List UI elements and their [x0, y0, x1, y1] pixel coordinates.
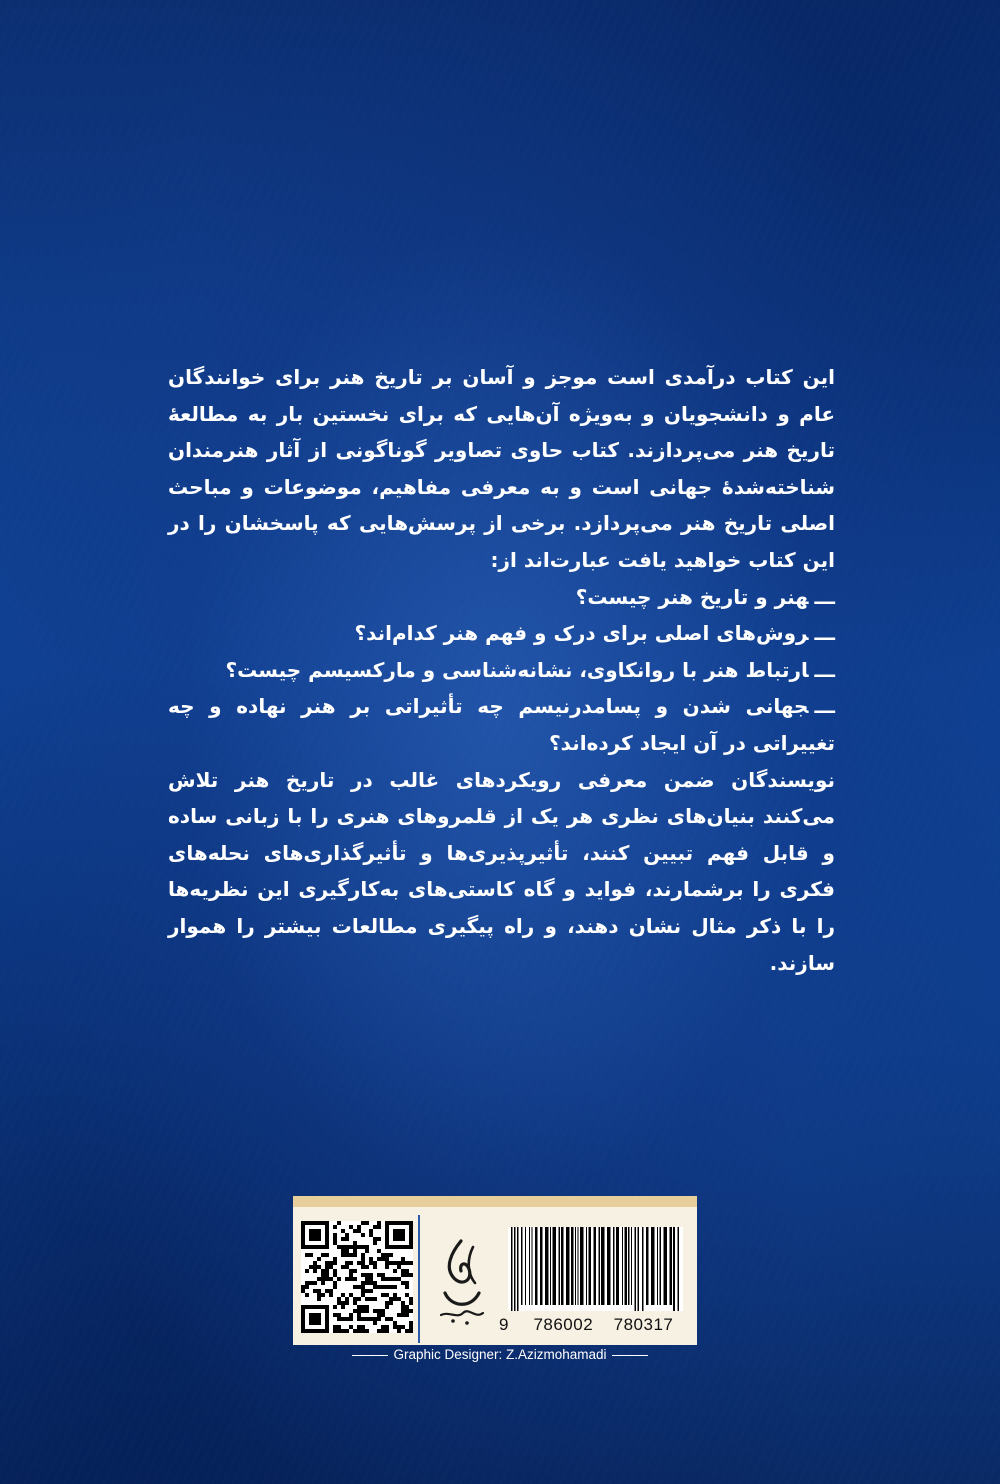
- question-item: [168, 652, 835, 689]
- question-text: ارتباط هنر با روانکاوی، نشانه‌شناسی و مارکسیسم چیست؟: [225, 657, 809, 682]
- blurb-text: [168, 359, 835, 981]
- isbn-prefix: 9: [499, 1315, 509, 1334]
- panel-divider: [418, 1215, 420, 1343]
- question-dash: ـــ: [814, 694, 835, 719]
- credit-rule-left: [352, 1355, 388, 1356]
- question-dash: ـــ: [814, 621, 835, 646]
- question-text: جهانی شدن و پسامدرنیسم چه تأثیراتی بر هنر نهاده و چه تغییراتی در آن ایجاد کرده‌اند؟: [168, 694, 835, 755]
- question-dash: ـــ: [814, 657, 835, 682]
- isbn-barcode-icon: [508, 1227, 683, 1311]
- isbn-group-1: 786002: [533, 1315, 594, 1334]
- credit-rule-right: [612, 1355, 648, 1356]
- qr-code-icon[interactable]: [301, 1221, 413, 1333]
- blurb-paragraph-intro: این کتاب درآمدی است موجز و آسان بر تاریخ هنر برای خوانندگان عام و دانشجویان و به‌ویژه آن‌هایی که برای نخستین بار به مطالعهٔ تاریخ هنر می‌پردازند. کتاب حاوی تصاویر گوناگونی از آثار هنرمندان شناخته‌شدهٔ جهانی است و به معرفی مفاهیم، موضوعات و مباحث اصلی تاریخ هنر می‌پردازد. برخی از پرسش‌هایی که پاسخشان را در این کتاب خواهید یافت عبارت‌اند از:: [168, 365, 835, 572]
- designer-credit: [0, 1347, 1000, 1362]
- question-item: [168, 579, 835, 616]
- question-dash: ـــ: [814, 584, 835, 609]
- designer-credit-text: Graphic Designer: Z.Azizmohamadi: [393, 1347, 607, 1362]
- isbn-group-2: 780317: [613, 1315, 674, 1334]
- question-text: هنر و تاریخ هنر چیست؟: [575, 584, 809, 609]
- barcode-panel: [293, 1196, 697, 1345]
- question-item: [168, 688, 835, 761]
- publisher-logo-icon: [431, 1233, 491, 1333]
- isbn-number: [499, 1315, 689, 1335]
- question-text: روش‌های اصلی برای درک و فهم هنر کدام‌اند؟: [354, 621, 809, 646]
- blurb-paragraph-closing: نویسندگان ضمن معرفی رویکردهای غالب در تاریخ هنر تلاش می‌کنند بنیان‌های نظری هر یک از قلمروهای هنری را با زبانی ساده و قابل فهم تبیین کنند، تأثیرپذیری‌ها و تأثیرگذاری‌های نحله‌های فکری را برشمارند، فواید و گاه کاستی‌های به‌کارگیری این نظریه‌ها را با ذکر مثال نشان دهند، و راه پیگیری مطالعات بیشتر را هموار سازند.: [168, 767, 835, 975]
- question-list: [168, 579, 835, 762]
- question-item: [168, 615, 835, 652]
